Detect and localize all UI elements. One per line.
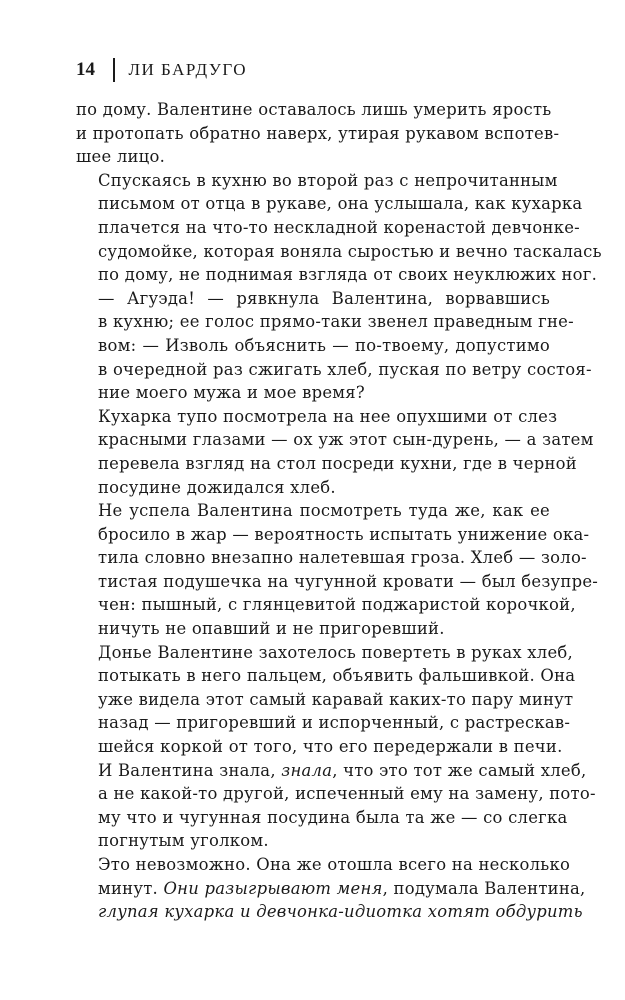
text-line: Спускаясь в кухню во второй раз с непрочитанным bbox=[98, 170, 558, 190]
text-line: по дому. Валентине оставалось лишь умерить ярость bbox=[76, 100, 552, 119]
text-line: в кухню; ее голос прямо-таки звенел праведным гне- bbox=[98, 312, 574, 332]
text-line: назад — пригоревший и испорченный, с растрескав- bbox=[98, 713, 571, 733]
paragraph bbox=[76, 499, 599, 641]
text-line: погнутым уголком. bbox=[98, 831, 269, 851]
text-line: посудине дожидался хлеб. bbox=[98, 477, 336, 497]
text-line: тистая подушечка на чугунной кровати — был безупре- bbox=[98, 571, 599, 591]
paragraph bbox=[76, 169, 602, 287]
header-separator bbox=[113, 58, 115, 82]
text-line: Донье Валентине захотелось повертеть в руках хлеб, bbox=[98, 642, 573, 662]
text-line: по дому, не поднимая взгляда от своих неуклюжих ног. bbox=[98, 265, 598, 285]
text-line: плачется на что-то нескладной коренастой девчонке- bbox=[98, 217, 580, 237]
text-line: чен: пышный, с глянцевитой поджаристой корочкой, bbox=[98, 595, 576, 615]
paragraph bbox=[76, 641, 596, 853]
text-line bbox=[76, 900, 583, 924]
paragraph bbox=[76, 287, 592, 405]
text-line: письмом от отца в рукаве, она услышала, как кухарка bbox=[98, 194, 583, 214]
body-text bbox=[76, 98, 602, 924]
text-line bbox=[76, 759, 587, 783]
text-line: перевела взгляд на стол посреди кухни, где в черной bbox=[98, 453, 577, 473]
text-line: шее лицо. bbox=[76, 147, 166, 167]
running-title: ЛИ БАРДУГО bbox=[128, 60, 248, 79]
text-line: — Агуэда! — рявкнула Валентина, ворвавшись bbox=[98, 288, 550, 308]
emphasis-text: Они разыгрывают меня bbox=[163, 878, 383, 898]
text-line: и протопать обратно наверх, утирая рукавом вспотев- bbox=[76, 123, 560, 143]
text-line: тила словно внезапно налетевшая гроза. Хлеб — золо- bbox=[98, 548, 587, 568]
emphasis-text: глупая кухарка и девчонка-идиотка хотят обдурить bbox=[98, 902, 583, 922]
text-line: вом: — Изволь объяснить — по-твоему, допустимо bbox=[98, 335, 550, 355]
text-run: , подумала Валентина, bbox=[382, 878, 586, 898]
text-line: в очередной раз сжигать хлеб, пуская по ветру состоя- bbox=[98, 359, 592, 379]
paragraph bbox=[76, 98, 560, 169]
text-line: бросило в жар — вероятность испытать унижение ока- bbox=[98, 524, 590, 544]
paragraph bbox=[76, 853, 586, 924]
paragraph bbox=[76, 405, 594, 499]
text-run: минут. bbox=[98, 878, 164, 898]
text-line: ние моего мужа и мое время? bbox=[98, 383, 365, 403]
emphasis-text: знала bbox=[281, 760, 333, 780]
text-line: шейся коркой от того, что его передержали в печи. bbox=[98, 737, 563, 757]
text-line: Не успела Валентина посмотреть туда же, как ее bbox=[98, 501, 550, 521]
page-header bbox=[76, 58, 247, 82]
text-run: , что это тот же самый хлеб, bbox=[332, 760, 587, 780]
text-line: уже видела этот самый каравай каких-то пару минут bbox=[98, 689, 574, 709]
text-line bbox=[76, 877, 586, 901]
text-line: судомойке, которая воняла сыростью и вечно таскалась bbox=[98, 241, 602, 261]
text-line: Кухарка тупо посмотрела на нее опухшими от слез bbox=[98, 406, 558, 426]
text-line: ничуть не опавший и не пригоревший. bbox=[98, 619, 445, 639]
text-line: красными глазами — ох уж этот сын-дурень, — а затем bbox=[98, 430, 594, 450]
text-line: потыкать в него пальцем, объявить фальшивкой. Она bbox=[98, 666, 576, 686]
text-line: Это невозможно. Она же отошла всего на несколько bbox=[98, 855, 571, 874]
text-run: И Валентина знала, bbox=[98, 760, 282, 780]
page-number: 14 bbox=[76, 59, 95, 80]
text-line: а не какой-то другой, испеченный ему на замену, пото- bbox=[98, 784, 596, 804]
text-line: му что и чугунная посудина была та же — со слегка bbox=[98, 807, 568, 827]
